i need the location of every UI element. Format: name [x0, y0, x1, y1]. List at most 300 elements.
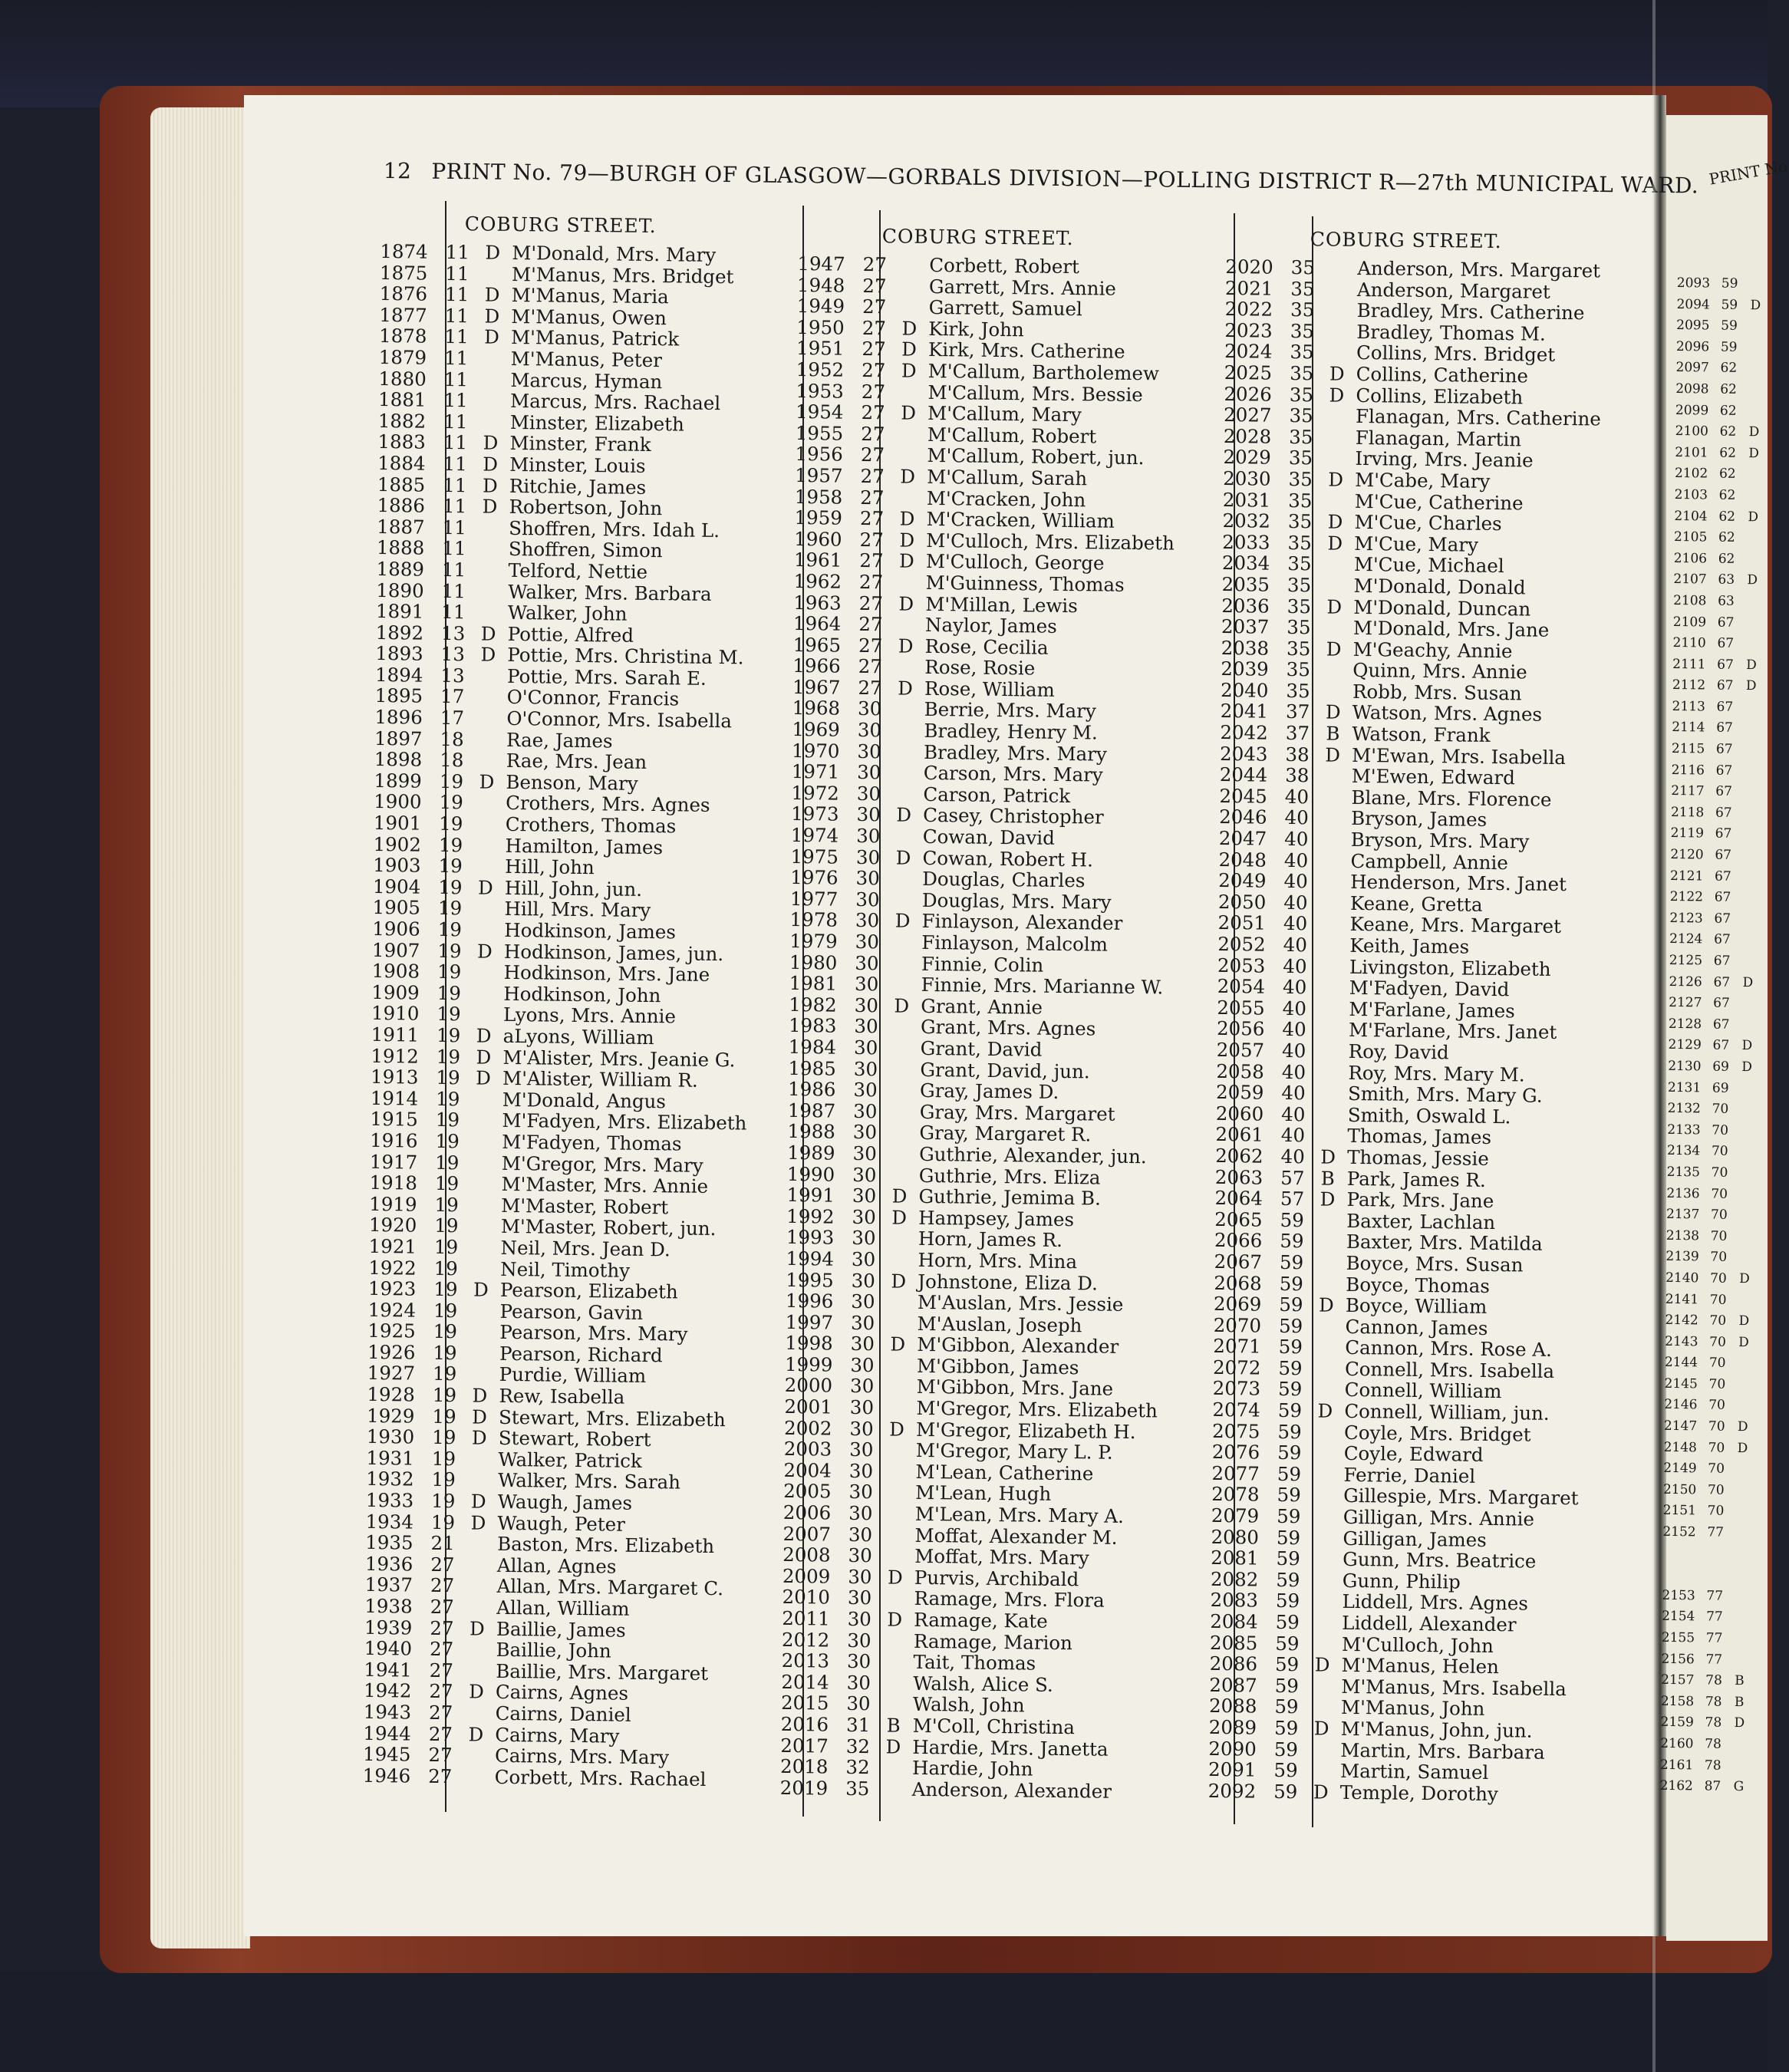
voter-name: M'Manus, Owen: [511, 305, 667, 330]
voter-mark: D: [1738, 1334, 1749, 1350]
facing-row: [1671, 823, 1763, 845]
voter-name: O'Connor, Francis: [506, 686, 680, 710]
house-number: 70: [1708, 1355, 1726, 1372]
voter-name: Ramage, Marion: [913, 1629, 1073, 1654]
house-number: 27: [858, 613, 883, 636]
house-number: 67: [1715, 741, 1733, 757]
voter-mark: D: [471, 1426, 487, 1449]
voter-name: Guthrie, Alexander, jun.: [919, 1142, 1147, 1168]
voter-name: M'Callum, Bartholemew: [927, 359, 1160, 385]
house-number: 11: [441, 558, 466, 581]
house-number: 67: [1715, 763, 1733, 779]
house-number: 69: [1712, 1059, 1730, 1075]
facing-row: [1663, 1500, 1755, 1523]
voter-mark: D: [1329, 384, 1345, 407]
voter-number: 1921: [368, 1234, 417, 1258]
voter-number: 2041: [1220, 700, 1269, 723]
voter-name: M'Donald, Mrs. Jane: [1352, 617, 1550, 641]
voter-number: 2045: [1219, 784, 1268, 808]
voter-mark: D: [479, 770, 495, 793]
voter-name: Bradley, Mrs. Catherine: [1356, 299, 1585, 324]
facing-row: [1662, 1564, 1754, 1586]
voter-name: Rae, Mrs. Jean: [506, 749, 647, 774]
voters-column-1: [362, 206, 747, 1820]
voter-name: Corbett, Mrs. Rachael: [494, 1765, 707, 1790]
house-number: 67: [1715, 826, 1732, 842]
house-number: 27: [858, 655, 883, 678]
voter-number: 1915: [370, 1108, 419, 1131]
house-number: 11: [445, 262, 469, 285]
voter-name: Naylor, James: [924, 614, 1057, 637]
facing-row: [1673, 569, 1765, 591]
house-number: 59: [1275, 1610, 1300, 1634]
voter-number: 2034: [1221, 552, 1270, 575]
voter-number: 1906: [372, 917, 420, 940]
house-number: 30: [852, 1141, 877, 1165]
voter-name: Horn, Mrs. Mina: [918, 1248, 1078, 1273]
voter-name: Gray, Mrs. Margaret: [919, 1100, 1115, 1125]
voter-number: 1903: [373, 854, 421, 877]
voter-number: 2063: [1214, 1165, 1264, 1189]
voter-name: Douglas, Charles: [922, 868, 1086, 892]
voter-number: 2097: [1675, 360, 1709, 376]
facing-row: [1669, 929, 1761, 951]
voter-name: Collins, Elizabeth: [1356, 384, 1524, 408]
house-number: 30: [853, 1057, 878, 1080]
house-number: 35: [1289, 383, 1314, 406]
voter-number: 2115: [1671, 741, 1705, 757]
house-number: 59: [1275, 1632, 1300, 1655]
voter-number: 1923: [367, 1277, 417, 1300]
voter-number: 1875: [379, 261, 428, 285]
facing-row: [1660, 1734, 1752, 1756]
facing-row: [1668, 1035, 1760, 1057]
voter-name: Bryson, James: [1351, 807, 1488, 832]
voter-name: M'Manus, Mrs. Isabella: [1341, 1675, 1567, 1700]
voter-number: 1954: [795, 400, 844, 423]
voter-number: 2022: [1224, 298, 1273, 321]
voter-number: 2014: [781, 1670, 829, 1694]
house-number: 70: [1708, 1418, 1725, 1435]
voter-name: Guthrie, Jemima B.: [918, 1184, 1102, 1210]
voter-name: Cannon, Mrs. Rose A.: [1345, 1336, 1552, 1362]
voter-name: Benson, Mary: [506, 770, 638, 795]
voter-name: Ritchie, James: [509, 474, 647, 499]
voter-name: M'Master, Robert, jun.: [500, 1215, 717, 1240]
voter-number: 2052: [1217, 932, 1266, 956]
house-number: 11: [441, 579, 466, 602]
house-number: 19: [438, 875, 463, 899]
voter-number: 1949: [796, 295, 845, 318]
house-number: 59: [1280, 1208, 1304, 1231]
voter-mark: D: [470, 1511, 486, 1534]
facing-row: [1665, 1268, 1758, 1290]
facing-row: [1675, 443, 1767, 465]
house-number: 35: [1290, 319, 1315, 343]
voter-name: Garrett, Samuel: [928, 296, 1082, 321]
voter-number: 1927: [367, 1362, 416, 1385]
voter-number: 1933: [365, 1488, 414, 1512]
voter-name: M'Gibbon, Alexander: [917, 1333, 1119, 1359]
house-number: 30: [857, 761, 881, 784]
voter-name: Coyle, Mrs. Bridget: [1343, 1421, 1531, 1446]
voter-number: 2005: [783, 1480, 832, 1504]
voter-number: 2093: [1676, 275, 1711, 292]
house-number: 67: [1713, 953, 1731, 969]
voter-number: 2129: [1668, 1037, 1702, 1053]
voter-number: 1926: [367, 1340, 416, 1364]
voter-number: 1948: [796, 273, 845, 297]
voter-name: M'Cue, Catherine: [1354, 489, 1524, 514]
voter-name: Tait, Thomas: [913, 1651, 1036, 1675]
voter-number: 1929: [366, 1404, 415, 1428]
voter-number: 2032: [1222, 509, 1271, 532]
house-number: 62: [1718, 509, 1736, 525]
voter-name: Kirk, Mrs. Catherine: [927, 338, 1125, 364]
voter-number: 2044: [1219, 763, 1268, 786]
voter-number: 1890: [376, 578, 424, 602]
voter-number: 1938: [364, 1594, 413, 1618]
voter-number: 2028: [1223, 424, 1272, 448]
voter-name: Finnie, Mrs. Marianne W.: [921, 973, 1164, 999]
voter-number: 1905: [372, 896, 421, 920]
house-number: 59: [1280, 1230, 1304, 1253]
voter-name: M'Donald, Angus: [502, 1088, 667, 1113]
voter-name: Neil, Timothy: [500, 1257, 631, 1282]
voter-number: 1934: [365, 1510, 414, 1533]
house-number: 19: [432, 1405, 456, 1428]
house-number: 40: [1283, 870, 1308, 893]
voter-name: M'Manus, Mrs. Bridget: [511, 262, 734, 288]
voter-number: 1981: [789, 972, 838, 995]
house-number: 67: [1712, 1037, 1730, 1054]
voter-name: Finnie, Colin: [921, 952, 1044, 977]
facing-row: [1671, 781, 1763, 803]
voter-number: 2065: [1214, 1207, 1263, 1231]
voter-name: M'Cue, Charles: [1354, 511, 1502, 535]
house-number: 69: [1712, 1080, 1729, 1096]
house-number: 70: [1710, 1270, 1727, 1286]
voter-number: 1964: [792, 612, 842, 635]
facing-row: [1673, 611, 1765, 634]
voter-name: Collins, Catherine: [1356, 362, 1529, 387]
facing-row: [1672, 654, 1764, 677]
house-number: 59: [1721, 297, 1738, 313]
house-number: 19: [439, 769, 464, 793]
house-number: 30: [857, 740, 881, 763]
voter-name: Baxter, Mrs. Matilda: [1346, 1230, 1543, 1256]
house-number: 59: [1279, 1272, 1304, 1295]
voter-number: 2071: [1213, 1335, 1261, 1358]
house-number: 62: [1718, 529, 1735, 546]
voter-name: Rae, James: [506, 728, 613, 753]
voter-number: 1970: [791, 739, 840, 763]
voter-name: Hampsey, James: [918, 1206, 1075, 1230]
voter-name: Purvis, Archibald: [914, 1566, 1079, 1591]
house-number: 30: [847, 1629, 871, 1652]
voter-number: 1886: [377, 494, 426, 517]
voter-number: 2128: [1668, 1016, 1702, 1033]
voter-name: M'Auslan, Mrs. Jessie: [917, 1290, 1124, 1316]
voter-name: Minster, Louis: [509, 453, 646, 477]
voter-number: 2042: [1220, 721, 1268, 744]
house-number: 17: [440, 706, 465, 730]
house-number: 27: [429, 1680, 453, 1703]
voter-name: M'Gregor, Mrs. Elizabeth: [916, 1396, 1158, 1422]
voter-name: Cairns, Daniel: [495, 1701, 631, 1726]
voter-name: Boyce, Thomas: [1346, 1273, 1491, 1297]
house-number: 40: [1283, 912, 1308, 935]
voter-number: 2009: [782, 1564, 831, 1588]
house-number: 35: [1290, 277, 1315, 300]
voter-number: 2096: [1675, 338, 1710, 355]
house-number: 67: [1717, 614, 1735, 631]
house-number: 35: [1287, 573, 1312, 597]
voter-mark: D: [470, 1490, 486, 1513]
voter-name: Ramage, Mrs. Flora: [914, 1587, 1105, 1612]
voter-name: Boyce, William: [1345, 1293, 1488, 1319]
voter-number: 2091: [1207, 1758, 1257, 1781]
voter-number: 2098: [1675, 380, 1709, 397]
voter-number: 2010: [782, 1586, 831, 1609]
house-number: 59: [1277, 1441, 1302, 1464]
voter-number: 1975: [790, 845, 839, 868]
voter-name: Rew, Isabella: [499, 1384, 625, 1408]
voter-number: 2037: [1221, 615, 1270, 638]
house-number: 30: [855, 845, 881, 868]
house-number: 30: [850, 1311, 875, 1334]
voter-name: Hodkinson, Mrs. Jane: [503, 961, 710, 987]
house-number: 30: [846, 1692, 871, 1715]
voter-number: 1973: [791, 802, 839, 826]
house-number: 59: [1277, 1420, 1302, 1443]
voter-name: Crothers, Mrs. Agnes: [506, 792, 710, 817]
voter-name: Hardie, Mrs. Janetta: [912, 1735, 1109, 1761]
voter-number: 2111: [1672, 656, 1706, 673]
house-number: 59: [1276, 1568, 1300, 1592]
voter-number: 1878: [378, 324, 427, 348]
voter-number: 1932: [366, 1468, 414, 1491]
voter-name: Moffat, Alexander M.: [914, 1524, 1118, 1549]
voter-name: Rose, Rosie: [924, 656, 1036, 680]
voter-name: Hamilton, James: [505, 834, 664, 858]
voter-number: 2106: [1673, 550, 1708, 567]
street-heading: COBURG STREET.: [881, 225, 1074, 250]
house-number: 70: [1708, 1376, 1726, 1392]
voter-number: 2090: [1208, 1737, 1257, 1761]
voter-number: 1884: [377, 451, 426, 475]
voter-mark: D: [1748, 509, 1759, 525]
house-number: 67: [1714, 889, 1731, 906]
voter-name: Robertson, John: [509, 496, 663, 520]
voter-mark: D: [482, 495, 498, 518]
voter-name: Hodkinson, James: [504, 918, 677, 944]
voter-name: Lyons, Mrs. Annie: [502, 1003, 677, 1028]
house-number: 11: [443, 389, 468, 412]
house-number: 70: [1709, 1313, 1727, 1329]
voter-number: 1999: [784, 1352, 833, 1376]
voter-name: M'Donald, Donald: [1353, 574, 1526, 599]
voter-name: Pearson, Mrs. Mary: [499, 1321, 688, 1346]
voter-name: Allan, Agnes: [496, 1553, 617, 1578]
house-number: 27: [428, 1722, 453, 1745]
house-number: 67: [1715, 805, 1732, 821]
voter-number: 2016: [780, 1712, 829, 1736]
house-number: 19: [432, 1362, 457, 1385]
voter-number: 2040: [1220, 678, 1269, 702]
voter-number: 2074: [1212, 1398, 1260, 1421]
voter-number: 2104: [1674, 508, 1708, 525]
house-number: 70: [1711, 1164, 1728, 1181]
voter-mark: D: [480, 622, 496, 645]
facing-row: [1675, 421, 1767, 443]
voter-number: 2161: [1659, 1757, 1694, 1773]
voter-name: Gray, James D.: [919, 1079, 1059, 1104]
voter-number: 2100: [1675, 423, 1709, 440]
voter-number: 2154: [1662, 1609, 1695, 1625]
house-number: 19: [432, 1426, 456, 1449]
voter-number: 2002: [783, 1416, 832, 1440]
facing-row: [1666, 1226, 1758, 1248]
house-number: 27: [859, 507, 885, 530]
voter-number: 2008: [782, 1543, 831, 1566]
house-number: 40: [1281, 1102, 1306, 1125]
voter-name: Walker, Mrs. Sarah: [497, 1469, 681, 1494]
voter-mark: D: [894, 994, 910, 1017]
voter-number: 2087: [1209, 1673, 1257, 1697]
voter-number: 2123: [1669, 910, 1703, 927]
voter-number: 2021: [1224, 276, 1273, 300]
voter-name: M'Callum, Robert, jun.: [927, 444, 1145, 469]
voter-name: Flanagan, Martin: [1355, 426, 1522, 451]
voter-name: M'Alister, Mrs. Jeanie G.: [502, 1046, 736, 1071]
house-number: 19: [433, 1235, 459, 1259]
house-number: 40: [1283, 848, 1309, 871]
house-number: 13: [440, 664, 465, 687]
voter-name: M'Alister, William R.: [502, 1067, 698, 1092]
voter-number: 2125: [1669, 952, 1703, 969]
facing-row: [1661, 1670, 1753, 1692]
voter-name: M'Manus, Maria: [511, 284, 669, 308]
house-number: 19: [437, 897, 463, 920]
voter-number: 1983: [788, 1014, 837, 1038]
voter-number: 1978: [789, 908, 838, 932]
voter-name: M'Manus, Helen: [1341, 1654, 1500, 1678]
house-number: 59: [1273, 1780, 1298, 1803]
house-number: 35: [1287, 552, 1312, 575]
house-number: 63: [1718, 572, 1735, 588]
voter-number: 1883: [377, 430, 427, 454]
voter-number: 2062: [1215, 1144, 1264, 1168]
voter-number: 1895: [374, 684, 423, 708]
facing-row: [1666, 1204, 1758, 1227]
voter-number: 1940: [364, 1637, 413, 1660]
voter-name: Garrett, Mrs. Annie: [928, 275, 1117, 300]
voter-number: 2006: [782, 1500, 832, 1524]
voter-name: Pearson, Gavin: [499, 1300, 644, 1324]
house-number: 19: [431, 1447, 456, 1471]
house-number: 11: [443, 473, 467, 496]
voter-number: 2132: [1667, 1101, 1702, 1117]
house-number: 11: [442, 537, 466, 560]
house-number: 35: [1289, 361, 1314, 385]
voter-mark: D: [468, 1722, 484, 1746]
voter-number: 2003: [783, 1438, 832, 1461]
house-number: 67: [1717, 635, 1735, 651]
voter-number: 2158: [1660, 1693, 1695, 1710]
voter-name: Johnstone, Eliza D.: [918, 1270, 1099, 1295]
voter-number: 2020: [1225, 255, 1273, 278]
voter-name: Waugh, Peter: [497, 1511, 626, 1536]
house-number: 30: [851, 1269, 876, 1292]
voter-number: 2137: [1665, 1207, 1700, 1223]
voter-mark: D: [1747, 572, 1758, 588]
voter-mark: D: [1327, 532, 1343, 555]
house-number: 11: [442, 495, 467, 518]
glass-reflection: [1652, 0, 1656, 2072]
voter-number: 1928: [367, 1382, 415, 1406]
house-number: 30: [851, 1247, 876, 1271]
voter-number: 2053: [1217, 954, 1266, 977]
house-number: 70: [1708, 1461, 1725, 1477]
background-bottom: [0, 1972, 1768, 2072]
voter-number: 1924: [367, 1298, 417, 1322]
voter-name: Stewart, Robert: [498, 1427, 651, 1451]
facing-row: [1663, 1480, 1755, 1502]
voter-name: Henderson, Mrs. Janet: [1350, 871, 1567, 896]
voter-mark: D: [1750, 297, 1761, 313]
house-number: 38: [1285, 764, 1310, 787]
voter-number: 2025: [1224, 361, 1273, 384]
voter-name: M'Master, Robert: [501, 1194, 669, 1219]
voter-number: 2068: [1214, 1271, 1262, 1295]
house-number: 30: [846, 1650, 871, 1673]
voter-mark: G: [1733, 1779, 1745, 1795]
house-number: 27: [430, 1553, 455, 1576]
voter-name: Hodkinson, James, jun.: [503, 940, 724, 965]
house-number: 27: [429, 1638, 454, 1661]
voter-number: 1986: [787, 1078, 836, 1101]
voter-number: 2061: [1215, 1123, 1264, 1146]
voter-mark: D: [1325, 743, 1341, 766]
voter-name: M'Cabe, Mary: [1355, 468, 1491, 492]
voter-name: Robb, Mrs. Susan: [1352, 680, 1522, 705]
voter-mark: D: [484, 305, 500, 328]
voter-name: Smith, Oswald L.: [1347, 1103, 1511, 1128]
house-number: 59: [1277, 1504, 1301, 1528]
house-number: 19: [437, 960, 462, 983]
voter-mark: D: [887, 1566, 903, 1589]
house-number: 67: [1715, 847, 1732, 863]
voter-number: 1898: [374, 748, 423, 771]
voter-number: 1960: [794, 527, 842, 551]
voter-number: 1997: [785, 1310, 834, 1334]
house-number: 59: [1273, 1716, 1299, 1740]
house-number: 35: [845, 1777, 870, 1800]
house-number: 40: [1282, 996, 1307, 1020]
house-number: 19: [433, 1299, 458, 1322]
house-number: 19: [430, 1510, 456, 1533]
facing-row: [1675, 485, 1767, 507]
house-number: 59: [1274, 1695, 1299, 1718]
house-number: 27: [428, 1701, 453, 1724]
voter-mark: D: [890, 1332, 906, 1356]
voter-number: 1947: [797, 252, 845, 275]
voter-mark: D: [891, 1269, 907, 1293]
house-number: 40: [1281, 1082, 1306, 1105]
house-number: 67: [1714, 932, 1731, 948]
voter-name: M'Gregor, Mary L. P.: [915, 1439, 1113, 1464]
